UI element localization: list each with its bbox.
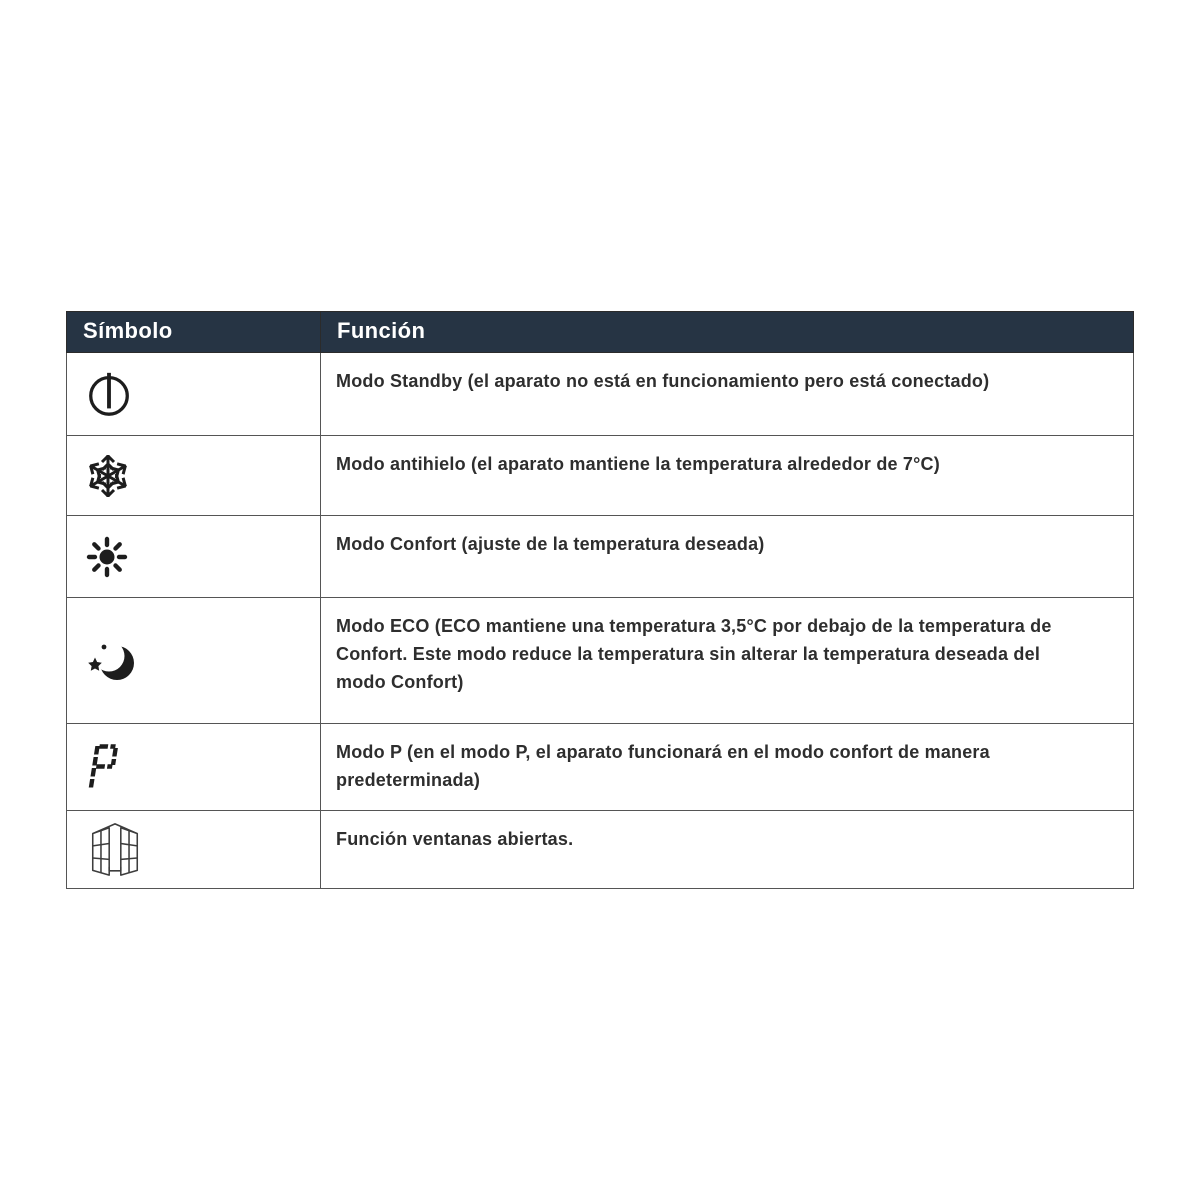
symbol-cell <box>67 436 321 516</box>
power-standby-icon <box>84 368 134 420</box>
table-row-eco <box>67 598 1134 724</box>
symbol-cell <box>67 516 321 598</box>
symbol-cell <box>67 724 321 811</box>
function-cell: Modo Standby (el aparato no está en funcionamiento pero está conectado) <box>321 353 1134 436</box>
header-row <box>67 312 1134 353</box>
function-cell: Modo antihielo (el aparato mantiene la temperatura alrededor de 7°C) <box>321 436 1134 516</box>
open-window-icon <box>84 820 146 880</box>
moon-stars-icon <box>84 636 138 686</box>
function-cell: Modo Confort (ajuste de la temperatura deseada) <box>321 516 1134 598</box>
symbol-function-table <box>66 311 1134 889</box>
table-row-open-window <box>67 811 1134 889</box>
snowflake-icon <box>84 452 132 500</box>
function-cell: Modo ECO (ECO mantiene una temperatura 3,5°C por debajo de la temperatura de Confort. Este modo reduce la temperatura sin alterar la temperatura deseada del modo Confort) <box>321 598 1134 724</box>
p-mode-icon <box>84 741 124 793</box>
function-cell: Modo P (en el modo P, el aparato funcionará en el modo confort de manera predeterminada) <box>321 724 1134 811</box>
header-cell-simbolo: Símbolo <box>67 312 321 353</box>
symbol-cell <box>67 598 321 724</box>
symbol-cell <box>67 353 321 436</box>
table-row-confort <box>67 516 1134 598</box>
sun-icon <box>84 534 130 580</box>
symbol-cell <box>67 811 321 889</box>
table-row-antifrost <box>67 436 1134 516</box>
table-row-p-mode <box>67 724 1134 811</box>
table-row-standby <box>67 353 1134 436</box>
header-cell-funcion: Función <box>321 312 1134 353</box>
function-cell: Función ventanas abiertas. <box>321 811 1134 889</box>
